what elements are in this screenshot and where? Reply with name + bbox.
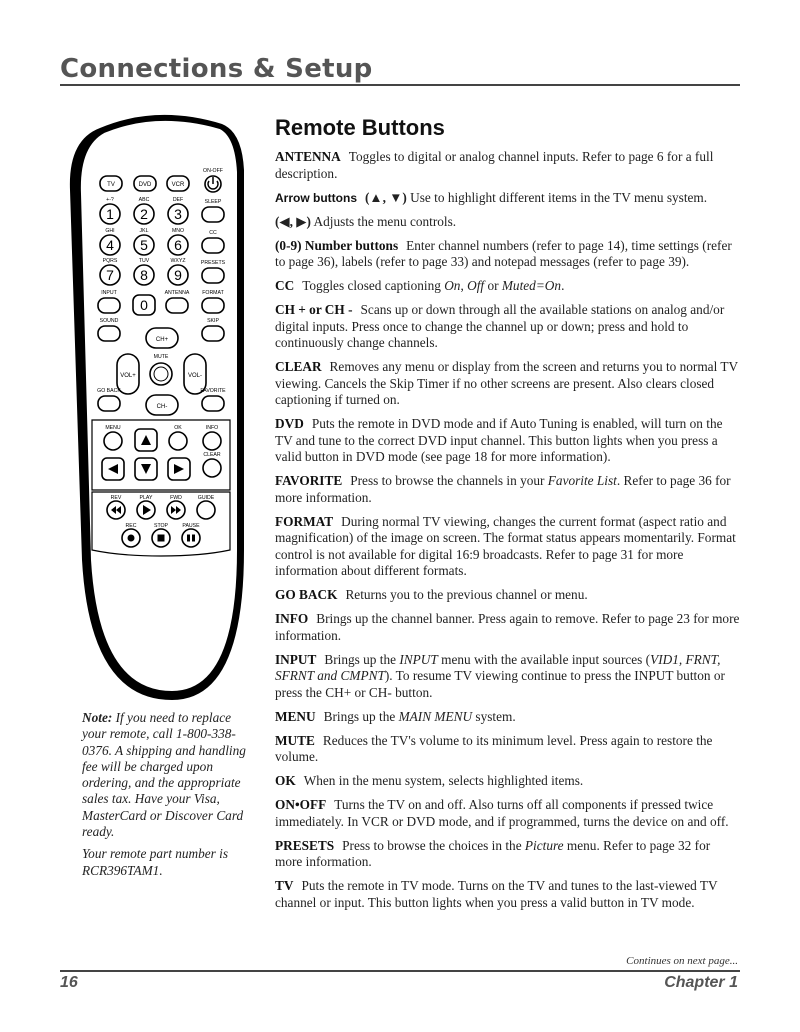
favorite-label: FAVORITE — [200, 388, 226, 394]
format-button[interactable] — [202, 298, 224, 313]
entry-clear: CLEAR Removes any menu or display from the screen and returns you to normal TV viewing. Cancels the Skip Timer if no other screens are present. Also clears closed captioning if turned on. — [275, 359, 738, 407]
entry-input: INPUT Brings up the INPUT menu with the available input sources (VID1, FRNT, SFRNT and CMPNT). To resume TV viewing continue to press the INPUT button or press the CH+ or CH- button. — [275, 651, 725, 700]
dvd-label: DVD — [138, 182, 152, 188]
entry-presets: PRESETS Press to browse the choices in the Picture menu. Refer to page 32 for more information. — [275, 837, 711, 869]
clear-label: CLEAR — [203, 452, 221, 458]
def-label: DEF — [172, 197, 184, 203]
pqrs-label: PQRS — [102, 258, 118, 264]
info-button[interactable] — [203, 432, 221, 450]
tv-label: TV — [107, 182, 115, 188]
sleep-button[interactable] — [202, 207, 224, 222]
page-number: 16 — [60, 974, 78, 991]
page-title: Connections & Setup — [60, 54, 373, 84]
sound-button[interactable] — [98, 326, 120, 341]
sound-label: SOUND — [99, 318, 119, 324]
entry-info: INFO Brings up the channel banner. Press again to remove. Refer to page 23 for more information. — [275, 611, 740, 643]
ghi-label: GHI — [105, 228, 115, 234]
entry-on-off: ON•OFF Turns the TV on and off. Also turns off all components if pressed twice immediately. In VCR or DVD mode, and if programmed, turns the device on and off. — [275, 797, 729, 829]
pause-button[interactable] — [182, 529, 200, 547]
cc-button[interactable] — [202, 238, 224, 253]
note-text: If you need to replace your remote, call 1-800-338-0376. A shipping and handling fee will be charged upon ordering, and the appropriate sales tax. Have your Visa, MasterCard or Discover Card ready. — [82, 710, 246, 840]
digit-0-label: 0 — [140, 297, 148, 313]
digit-3-label: 3 — [174, 206, 182, 222]
format-label: FORMAT — [202, 290, 224, 296]
ch-plus-glyph: CH+ — [155, 337, 169, 343]
entry-go-back: GO BACK Returns you to the previous channel or menu. — [275, 587, 588, 602]
mute-button[interactable] — [150, 363, 172, 385]
abc-label: ABC — [138, 197, 150, 203]
mute-label: MUTE — [153, 354, 169, 360]
entry-cc: CC Toggles closed captioning On, Off or Muted=On. — [275, 278, 565, 293]
cc-label: CC — [209, 230, 217, 236]
digit-4-label: 4 — [106, 237, 114, 253]
header-rule — [60, 84, 740, 86]
play-label: PLAY — [139, 495, 153, 501]
digit-2-label: 2 — [140, 206, 148, 222]
chapter-label: Chapter 1 — [664, 974, 738, 991]
digit-7-label: 7 — [106, 267, 114, 283]
presets-label: PRESETS — [200, 260, 226, 266]
pause-icon — [187, 535, 190, 542]
entry-dvd: DVD Puts the remote in DVD mode and if Auto Tuning is enabled, will turn on the TV and tune to the correct DVD input channel. This button lights when you press a valid button in DVD mode (see page 18 for more information). — [275, 416, 723, 464]
remote-svg — [62, 110, 252, 700]
skip-label: SKIP — [207, 318, 219, 324]
entry-menu: MENU Brings up the MAIN MENU system. — [275, 708, 516, 724]
entry-ch: CH + or CH - Scans up or down through all the available stations on analog and/or digital inputs. Press once to change the channel up or down; press and hold to continuously change channels. — [275, 302, 725, 350]
entry-favorite: FAVORITE Press to browse the channels in your Favorite List. Refer to page 36 for more information. — [275, 473, 731, 505]
go-back-label: GO BACK — [97, 388, 121, 394]
sym-label: +-? — [106, 197, 114, 203]
mno-label: MNO — [171, 228, 185, 234]
rev-label: REV — [110, 495, 122, 501]
entry-arrow-adjust: (◀, ▶) Adjusts the menu controls. — [275, 213, 457, 229]
digit-9-label: 9 — [174, 267, 182, 283]
section-title: Remote Buttons — [275, 115, 445, 140]
ok-button[interactable] — [169, 432, 187, 450]
entry-antenna: ANTENNA Toggles to digital or analog channel inputs. Refer to page 6 for a full description. — [275, 149, 714, 181]
menu-label: MENU — [105, 425, 121, 431]
presets-button[interactable] — [202, 268, 224, 283]
entry-arrow-buttons: Arrow buttons (▲, ▼) Use to highlight different items in the TV menu system. — [275, 189, 708, 205]
entry-number-buttons: (0-9) Number buttons Enter channel numbers (refer to page 14), time settings (refer to page 36), labels (refer to page 33) and notepad messages (refer to page 39). — [275, 237, 732, 269]
pause-label: PAUSE — [182, 523, 200, 529]
vol-minus-glyph: VOL- — [187, 373, 203, 379]
entry-format: FORMAT During normal TV viewing, changes the current format (aspect ratio and magnification) of the image on screen. The format status appears momentarily. Format control is not available for digital 16:9 broadcasts. Refer to page 31 for more information about different formats. — [275, 513, 736, 578]
rec-label: REC — [125, 523, 137, 529]
wxyz-label: WXYZ — [170, 258, 186, 264]
vol-plus-glyph: VOL+ — [120, 373, 136, 379]
part-number-note: Your remote part number is RCR396TAM1. — [82, 846, 229, 878]
favorite-button[interactable] — [202, 396, 224, 411]
note-label: Note: — [82, 710, 113, 725]
digit-5-label: 5 — [140, 237, 148, 253]
antenna-label: ANTENNA — [164, 290, 190, 296]
page-header — [60, 54, 740, 84]
record-icon — [128, 535, 135, 542]
stop-label: STOP — [153, 523, 169, 529]
on-off-label: ON-OFF — [203, 168, 223, 174]
entry-tv: TV Puts the remote in TV mode. Turns on the TV and tunes to the last-viewed TV channel or input. This button lights when you press a valid button in TV mode. — [275, 878, 718, 910]
jkl-label: JKL — [139, 228, 149, 234]
remote-illustration — [62, 110, 252, 700]
ok-label: OK — [174, 425, 182, 431]
guide-button[interactable] — [197, 501, 215, 519]
input-button[interactable] — [98, 298, 120, 313]
digit-6-label: 6 — [174, 237, 182, 253]
menu-button[interactable] — [104, 432, 122, 450]
footer-rule — [60, 970, 740, 972]
input-label: INPUT — [101, 290, 117, 296]
vcr-label: VCR — [171, 182, 185, 188]
entry-mute: MUTE Reduces the TV's volume to its minimum level. Press again to restore the volume. — [275, 732, 713, 764]
main-content — [275, 113, 740, 919]
tuv-label: TUV — [138, 258, 150, 264]
sidebar-note — [82, 710, 252, 885]
digit-1-label: 1 — [106, 206, 114, 222]
guide-label: GUIDE — [197, 495, 215, 501]
sleep-label: SLEEP — [204, 199, 222, 205]
continues-note: Continues on next page... — [626, 955, 738, 967]
ch-minus-glyph: CH- — [156, 404, 168, 410]
fwd-label: FWD — [170, 495, 182, 501]
go-back-button[interactable] — [98, 396, 120, 411]
digit-8-label: 8 — [140, 267, 148, 283]
skip-button[interactable] — [202, 326, 224, 341]
clear-button[interactable] — [203, 459, 221, 477]
antenna-button[interactable] — [166, 298, 188, 313]
stop-icon — [158, 535, 165, 542]
entry-ok: OK When in the menu system, selects highlighted items. — [275, 773, 584, 788]
info-label: INFO — [205, 425, 219, 431]
